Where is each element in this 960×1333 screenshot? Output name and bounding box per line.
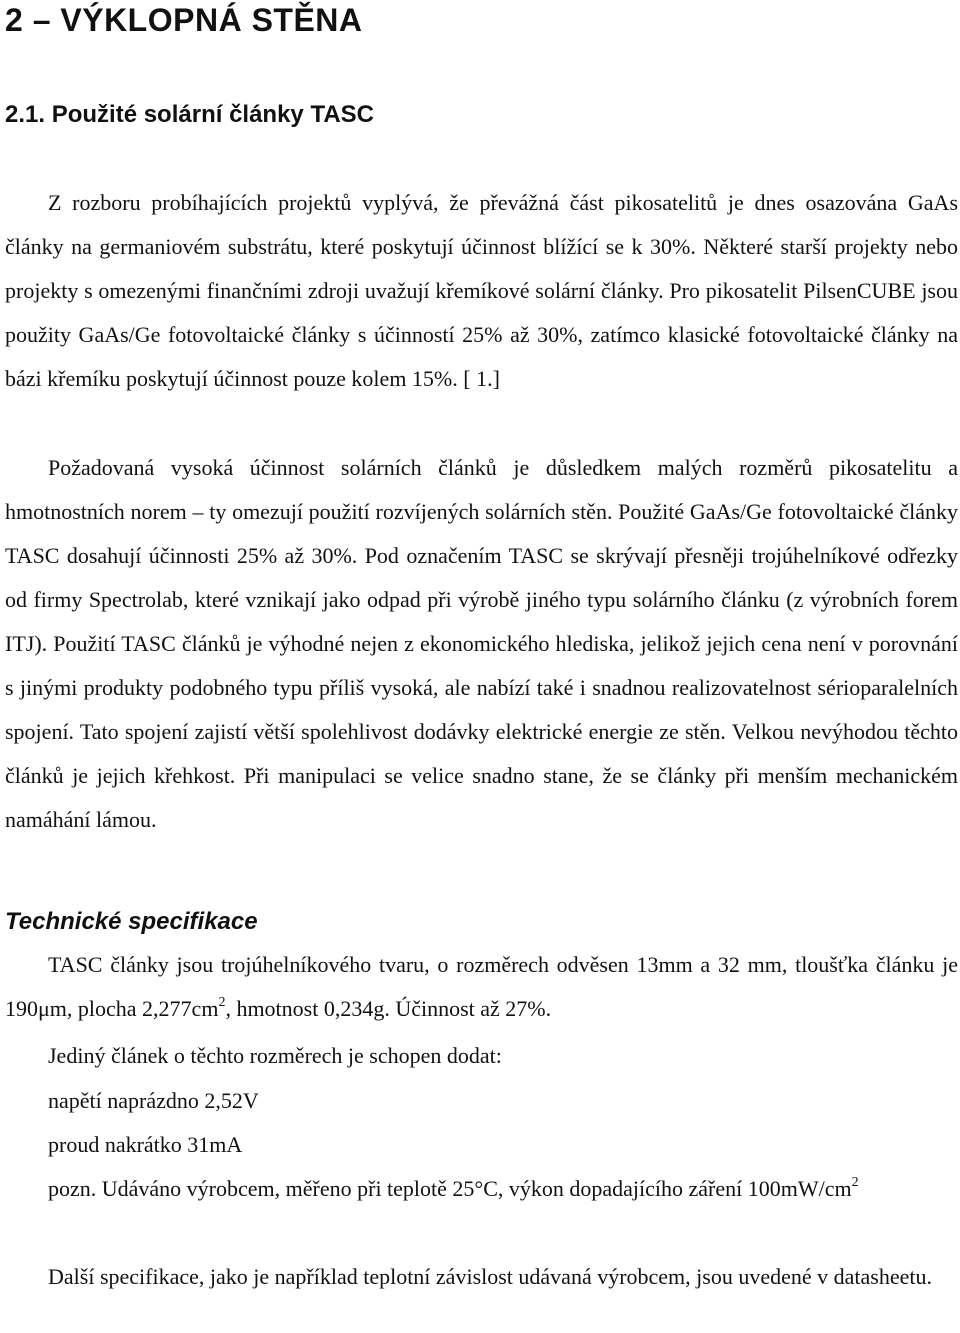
chapter-title: 2 – VÝKLOPNÁ STĚNA: [5, 2, 363, 38]
paragraph-efficiency: Požadovaná vysoká účinnost solárních článků je důsledkem malých rozměrů pikosatelitu a hmotnostních norem – ty omezují použití rozvíjených solárních stěn. Použité GaAs/Ge fotovoltaické články TASC dosahují účinnosti 25% až 30%. Pod označením TASC se skrývají přesněji trojúhelníkové odřezky od firmy Spectrolab, které vznikají jako odpad při výrobě jiného typu solárního článku (z výrobních forem ITJ). Použití TASC článků je výhodné nejen z ekonomického hlediska, jelikož jejich cena není v porovnání s jinými produkty podobného typu příliš vysoká, ale nabízí také i snadnou realizovatelnost sérioparalelních spojení. Tato spojení zajistí větší spolehlivost dodávky elektrické energie ze stěn. Velkou nevýhodou těchto článků je jejich křehkost. Při manipulaci se velice snadno stane, že se články při menším mechanickém namáhání lámou.: [5, 455, 958, 832]
spec-note: [5, 1167, 958, 1211]
spec-line-voltage: napětí naprázdno 2,52V: [48, 1088, 259, 1113]
spec-area-exponent: 2: [218, 995, 226, 1010]
paragraph-intro: Z rozboru probíhajících projektů vyplývá, že převážná část pikosatelitů je dnes osazována GaAs články na germaniovém substrátu, které poskytují účinnost blížící se k 30%. Některé starší projekty nebo projekty s omezenými finančními zdroji uvažují křemíkové solární články. Pro pikosatelit PilsenCUBE jsou použity GaAs/Ge fotovoltaické články s účinností 25% až 30%, zatímco klasické fotovoltaické články na bázi křemíku poskytují účinnost pouze kolem 15%. [ 1.]: [5, 190, 958, 391]
spec-line-capability: Jediný článek o těchto rozměrech je schopen dodat:: [48, 1043, 502, 1068]
section-title: 2.1. Použité solární články TASC: [5, 101, 374, 128]
spec-paragraph-end: , hmotnost 0,234g. Účinnost až 27%.: [225, 996, 552, 1021]
spec-note-exponent: 2: [851, 1175, 859, 1190]
subsection-title: Technické specifikace: [5, 908, 258, 935]
spec-paragraph: [5, 943, 958, 1031]
paragraph-datasheet: Další specifikace, jako je například teplotní závislost udávaná výrobcem, jsou uvedené v datasheetu.: [48, 1264, 932, 1289]
spec-note-text: pozn. Udáváno výrobcem, měřeno při teplotě 25°C, výkon dopadajícího záření 100mW/cm: [48, 1176, 852, 1201]
spec-paragraph-text: TASC články jsou trojúhelníkového tvaru, o rozměrech odvěsen 13mm a 32 mm, tloušťka článku je 190μm, plocha 2,277cm: [5, 952, 958, 1021]
spec-line-current: proud nakrátko 31mA: [48, 1132, 243, 1157]
